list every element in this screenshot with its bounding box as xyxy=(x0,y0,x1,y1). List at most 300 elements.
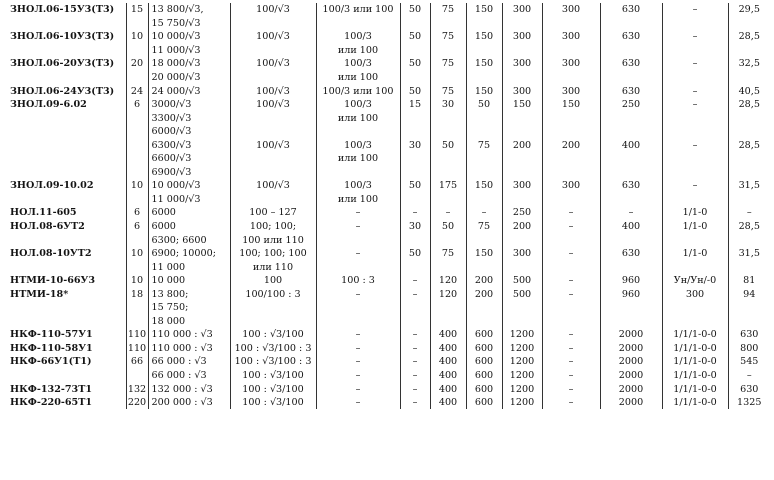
table-cell: 150 xyxy=(466,30,502,44)
table-cell xyxy=(8,152,126,166)
table-cell: 3300/√3 xyxy=(148,111,230,125)
table-cell: 300 xyxy=(502,179,542,193)
table-cell xyxy=(400,166,430,180)
table-cell: 6900; 10000; xyxy=(148,247,230,261)
table-cell xyxy=(316,125,400,139)
table-row xyxy=(8,3,770,17)
table-cell xyxy=(400,193,430,207)
table-cell: 13 800/√3, xyxy=(148,3,230,17)
table-cell xyxy=(466,125,502,139)
table-row xyxy=(8,233,770,247)
table-cell xyxy=(126,17,148,31)
table-cell xyxy=(316,17,400,31)
table-cell: 11 000/√3 xyxy=(148,44,230,58)
table-cell xyxy=(400,44,430,58)
table-cell: 1/1/1-0-0 xyxy=(662,355,728,369)
table-cell: 960 xyxy=(600,287,662,301)
table-cell xyxy=(230,301,316,315)
table-cell: 300 xyxy=(542,57,600,71)
table-cell: 20 000/√3 xyxy=(148,71,230,85)
table-cell: 300 xyxy=(542,3,600,17)
table-cell: 600 xyxy=(466,328,502,342)
table-cell xyxy=(466,166,502,180)
table-cell: 100 xyxy=(230,274,316,288)
table-cell: 28,5 xyxy=(728,220,770,234)
table-cell: 30 xyxy=(400,138,430,152)
table-cell xyxy=(8,315,126,329)
table-cell: 31,5 xyxy=(728,247,770,261)
table-cell xyxy=(430,125,466,139)
table-cell xyxy=(126,315,148,329)
table-cell xyxy=(728,301,770,315)
table-cell: 200 xyxy=(466,287,502,301)
table-cell: 1325 xyxy=(728,396,770,410)
table-cell xyxy=(126,44,148,58)
table-cell xyxy=(600,17,662,31)
table-cell xyxy=(316,315,400,329)
table-cell: 150 xyxy=(466,179,502,193)
table-cell xyxy=(430,152,466,166)
table-row xyxy=(8,287,770,301)
table-cell: – xyxy=(466,206,502,220)
table-cell: 1/1/1-0-0 xyxy=(662,342,728,356)
table-cell: 24 xyxy=(126,84,148,98)
table-cell: 29,5 xyxy=(728,3,770,17)
table-cell: 66 xyxy=(126,355,148,369)
table-row xyxy=(8,274,770,288)
table-cell xyxy=(600,152,662,166)
table-cell: 630 xyxy=(600,247,662,261)
table-row xyxy=(8,111,770,125)
table-cell: 1200 xyxy=(502,328,542,342)
table-cell: – xyxy=(662,57,728,71)
table-cell: 6 xyxy=(126,98,148,112)
table-cell: 100/√3 xyxy=(230,98,316,112)
table-cell: НОЛ.11-605 xyxy=(10,207,77,219)
table-cell: 600 xyxy=(466,369,502,383)
table-cell: 400 xyxy=(600,220,662,234)
table-cell: НТМИ-10-66У3 xyxy=(10,275,96,287)
table-cell xyxy=(502,111,542,125)
table-cell: 50 xyxy=(400,247,430,261)
table-cell xyxy=(662,193,728,207)
table-cell xyxy=(466,44,502,58)
table-cell xyxy=(728,260,770,274)
table-cell xyxy=(502,301,542,315)
table-cell xyxy=(8,44,126,58)
table-cell xyxy=(662,301,728,315)
table-cell: НТМИ-18* xyxy=(10,288,69,300)
table-cell: 75 xyxy=(430,30,466,44)
table-cell xyxy=(230,17,316,31)
table-cell: – xyxy=(600,206,662,220)
table-row xyxy=(8,125,770,139)
table-cell: – xyxy=(542,342,600,356)
table-cell: 100 : 3 xyxy=(316,274,400,288)
table-cell xyxy=(126,111,148,125)
table-cell: 100 : √3/100 xyxy=(230,369,316,383)
table-cell xyxy=(542,260,600,274)
table-cell: 100/3 или 100 xyxy=(316,3,400,17)
table-cell xyxy=(728,17,770,31)
table-cell: 200 xyxy=(542,138,600,152)
table-cell xyxy=(466,152,502,166)
table-cell: 2000 xyxy=(600,328,662,342)
table-cell: 6000/√3 xyxy=(148,125,230,139)
table-cell: 50 xyxy=(430,138,466,152)
table-cell xyxy=(316,301,400,315)
table-cell: НКФ-132-73Т1 xyxy=(10,383,93,395)
table-cell: 300 xyxy=(502,57,542,71)
table-cell: 15 750/√3 xyxy=(148,17,230,31)
table-cell: – xyxy=(542,382,600,396)
table-cell: 30 xyxy=(430,98,466,112)
table-cell: 75 xyxy=(466,138,502,152)
table-cell xyxy=(542,125,600,139)
table-cell: – xyxy=(316,342,400,356)
table-cell: 800 xyxy=(728,342,770,356)
table-cell: – xyxy=(542,355,600,369)
table-cell: – xyxy=(542,287,600,301)
table-cell: ЗНОЛ.09-10.02 xyxy=(10,180,94,192)
table-cell: 10 xyxy=(126,247,148,261)
table-cell xyxy=(600,111,662,125)
table-cell: 150 xyxy=(466,84,502,98)
table-cell xyxy=(400,301,430,315)
table-cell xyxy=(466,260,502,274)
table-cell: – xyxy=(316,396,400,410)
table-cell: 10 xyxy=(126,274,148,288)
table-cell: НОЛ.08-6УТ2 xyxy=(10,221,85,233)
table-row xyxy=(8,369,770,383)
table-cell: 2000 xyxy=(600,382,662,396)
table-cell: – xyxy=(400,287,430,301)
table-cell xyxy=(400,71,430,85)
table-row xyxy=(8,342,770,356)
table-cell xyxy=(126,369,148,383)
table-cell: 600 xyxy=(466,396,502,410)
table-cell: 6300/√3 xyxy=(148,138,230,152)
table-cell: 600 xyxy=(466,382,502,396)
table-cell xyxy=(728,315,770,329)
table-cell xyxy=(230,152,316,166)
table-row xyxy=(8,301,770,315)
table-cell xyxy=(728,125,770,139)
table-cell xyxy=(8,17,126,31)
table-cell: ЗНОЛ.06-10У3(Т3) xyxy=(10,31,115,43)
table-row xyxy=(8,206,770,220)
table-cell: 100 : √3/100 xyxy=(230,396,316,410)
table-cell: или 100 xyxy=(316,71,400,85)
table-cell: – xyxy=(662,84,728,98)
table-cell: 66 000 : √3 xyxy=(148,355,230,369)
table-cell xyxy=(430,315,466,329)
table-cell xyxy=(662,125,728,139)
table-cell: 200 000 : √3 xyxy=(148,396,230,410)
table-cell xyxy=(728,44,770,58)
table-cell: ЗНОЛ.06-15У3(Т3) xyxy=(10,4,115,16)
table-cell: – xyxy=(542,274,600,288)
table-cell xyxy=(542,152,600,166)
table-cell: – xyxy=(542,206,600,220)
table-cell xyxy=(126,152,148,166)
table-cell xyxy=(728,71,770,85)
table-cell xyxy=(8,138,126,152)
table-cell xyxy=(600,315,662,329)
table-cell: 400 xyxy=(430,342,466,356)
table-cell: 630 xyxy=(600,30,662,44)
table-cell: 132 000 : √3 xyxy=(148,382,230,396)
table-cell: 18 000/√3 xyxy=(148,57,230,71)
table-row xyxy=(8,382,770,396)
table-cell: 1200 xyxy=(502,382,542,396)
table-cell xyxy=(542,301,600,315)
table-cell: 100/√3 xyxy=(230,84,316,98)
table-cell: 28,5 xyxy=(728,30,770,44)
table-cell xyxy=(8,369,126,383)
table-cell xyxy=(728,193,770,207)
table-cell: 630 xyxy=(600,3,662,17)
table-cell: 30 xyxy=(400,220,430,234)
table-cell: 100/√3 xyxy=(230,57,316,71)
table-cell xyxy=(230,44,316,58)
table-cell: – xyxy=(542,328,600,342)
table-cell xyxy=(542,193,600,207)
table-cell xyxy=(400,233,430,247)
table-cell xyxy=(316,233,400,247)
table-cell xyxy=(8,166,126,180)
table-row xyxy=(8,152,770,166)
table-cell: – xyxy=(728,206,770,220)
table-cell: 11 000 xyxy=(148,260,230,274)
table-cell xyxy=(430,166,466,180)
table-cell: 300 xyxy=(502,84,542,98)
table-cell: 6600/√3 xyxy=(148,152,230,166)
table-cell: 100; 100; xyxy=(230,220,316,234)
table-cell xyxy=(400,125,430,139)
table-cell: НКФ-220-65Т1 xyxy=(10,397,93,409)
table-cell: 300 xyxy=(502,30,542,44)
table-cell xyxy=(126,233,148,247)
table-cell: – xyxy=(542,220,600,234)
table-cell: 220 xyxy=(127,397,147,409)
table-row xyxy=(8,220,770,234)
table-cell: 10 000/√3 xyxy=(148,179,230,193)
table-cell: 100/3 или 100 xyxy=(316,84,400,98)
table-cell xyxy=(230,111,316,125)
table-cell: или 110 xyxy=(230,260,316,274)
table-cell: 2000 xyxy=(600,355,662,369)
table-cell: 18 xyxy=(126,287,148,301)
table-cell: 100/3 xyxy=(316,57,400,71)
table-cell xyxy=(430,233,466,247)
table-cell: Ун/Ун/-0 xyxy=(662,274,728,288)
table-body xyxy=(8,3,770,409)
table-cell xyxy=(662,44,728,58)
table-cell: 300 xyxy=(662,287,728,301)
table-cell: 13 800; xyxy=(148,287,230,301)
table-cell xyxy=(466,17,502,31)
table-cell: – xyxy=(400,382,430,396)
table-cell xyxy=(430,301,466,315)
table-cell: 400 xyxy=(430,355,466,369)
table-cell xyxy=(600,125,662,139)
table-cell xyxy=(466,71,502,85)
table-cell xyxy=(542,71,600,85)
table-cell: 110 000 : √3 xyxy=(148,342,230,356)
table-cell: 400 xyxy=(430,328,466,342)
table-cell: или 100 xyxy=(316,152,400,166)
table-cell: 100/√3 xyxy=(230,138,316,152)
table-cell: 31,5 xyxy=(728,179,770,193)
table-cell xyxy=(466,193,502,207)
table-cell xyxy=(400,17,430,31)
table-cell xyxy=(126,71,148,85)
table-cell xyxy=(316,166,400,180)
table-cell: 250 xyxy=(502,206,542,220)
table-cell: 2000 xyxy=(600,396,662,410)
table-cell: 100/3 xyxy=(316,138,400,152)
table-cell xyxy=(662,152,728,166)
table-cell xyxy=(466,301,502,315)
table-cell xyxy=(400,315,430,329)
table-cell: – xyxy=(662,98,728,112)
table-cell: – xyxy=(316,369,400,383)
table-cell: – xyxy=(400,396,430,410)
table-cell xyxy=(662,233,728,247)
table-cell xyxy=(230,125,316,139)
table-cell: 15 xyxy=(400,98,430,112)
table-cell: – xyxy=(316,220,400,234)
table-cell: ЗНОЛ.06-20У3(Т3) xyxy=(10,58,115,70)
table-cell: 10 xyxy=(126,30,148,44)
table-cell xyxy=(430,71,466,85)
table-cell: – xyxy=(316,355,400,369)
table-cell: 175 xyxy=(430,179,466,193)
table-cell: 10 000 xyxy=(148,274,230,288)
table-cell: 300 xyxy=(542,179,600,193)
table-cell: 200 xyxy=(466,274,502,288)
table-cell: 10 xyxy=(126,179,148,193)
table-cell xyxy=(600,193,662,207)
table-cell: – xyxy=(400,274,430,288)
table-cell: 24 000/√3 xyxy=(148,84,230,98)
table-cell: 28,5 xyxy=(728,98,770,112)
table-cell xyxy=(8,71,126,85)
table-cell: или 100 xyxy=(316,44,400,58)
table-cell: – xyxy=(316,206,400,220)
table-cell: 200 xyxy=(502,138,542,152)
table-cell xyxy=(542,44,600,58)
table-cell: 300 xyxy=(542,84,600,98)
table-row xyxy=(8,98,770,112)
table-cell: – xyxy=(400,355,430,369)
table-cell: 600 xyxy=(466,342,502,356)
table-cell: 545 xyxy=(728,355,770,369)
table-cell: НКФ-110-57У1 xyxy=(10,329,93,341)
table-cell: 100/3 xyxy=(316,98,400,112)
table-cell xyxy=(502,71,542,85)
table-cell xyxy=(542,233,600,247)
table-cell xyxy=(542,315,600,329)
table-cell xyxy=(126,260,148,274)
table-cell xyxy=(662,111,728,125)
table-cell: 960 xyxy=(600,274,662,288)
table-cell: 1/1-0 xyxy=(662,247,728,261)
table-cell xyxy=(502,125,542,139)
table-cell: 2000 xyxy=(600,342,662,356)
table-cell xyxy=(400,260,430,274)
table-cell: 18 000 xyxy=(148,315,230,329)
table-cell: 110 xyxy=(127,329,147,341)
table-cell: – xyxy=(662,138,728,152)
table-cell: – xyxy=(400,342,430,356)
table-row xyxy=(8,84,770,98)
table-cell: 250 xyxy=(600,98,662,112)
table-cell: 1/1/1-0-0 xyxy=(662,369,728,383)
table-cell: 1/1/1-0-0 xyxy=(662,396,728,410)
table-cell: 100; 100; 100 xyxy=(230,247,316,261)
table-cell: 150 xyxy=(502,98,542,112)
table-cell: 120 xyxy=(430,274,466,288)
table-cell: 100/√3 xyxy=(230,3,316,17)
table-cell: НКФ-66У1(Т1) xyxy=(10,356,92,368)
table-cell: 40,5 xyxy=(728,84,770,98)
table-cell xyxy=(8,193,126,207)
table-cell: 500 xyxy=(502,274,542,288)
table-row xyxy=(8,396,770,410)
table-row xyxy=(8,30,770,44)
table-cell xyxy=(230,193,316,207)
table-cell: 6 xyxy=(126,206,148,220)
table-row xyxy=(8,71,770,85)
table-cell: 100/√3 xyxy=(230,179,316,193)
table-cell: 500 xyxy=(502,287,542,301)
table-cell: 50 xyxy=(400,179,430,193)
table-cell: – xyxy=(662,30,728,44)
table-cell: 100 : √3/100 xyxy=(230,328,316,342)
table-cell xyxy=(542,111,600,125)
table-cell xyxy=(662,166,728,180)
table-cell: 3000/√3 xyxy=(148,98,230,112)
table-cell xyxy=(600,71,662,85)
table-row xyxy=(8,328,770,342)
table-cell: 75 xyxy=(430,84,466,98)
table-cell: ЗНОЛ.06-24У3(Т3) xyxy=(10,85,115,97)
table-cell: или 100 xyxy=(316,193,400,207)
table-cell: 400 xyxy=(430,396,466,410)
table-cell: – xyxy=(662,3,728,17)
transformer-specs-table xyxy=(8,3,770,409)
table-cell: 50 xyxy=(400,57,430,71)
table-cell: 50 xyxy=(400,84,430,98)
table-cell xyxy=(542,17,600,31)
table-cell: 6 xyxy=(126,220,148,234)
table-cell: 32,5 xyxy=(728,57,770,71)
table-cell: 20 xyxy=(126,57,148,71)
table-cell: 630 xyxy=(600,179,662,193)
table-cell: – xyxy=(316,287,400,301)
table-cell xyxy=(502,44,542,58)
table-cell: 300 xyxy=(542,30,600,44)
table-cell xyxy=(466,233,502,247)
table-row xyxy=(8,166,770,180)
table-cell: 1200 xyxy=(502,355,542,369)
table-cell xyxy=(728,233,770,247)
table-row xyxy=(8,315,770,329)
table-cell: 300 xyxy=(502,247,542,261)
table-cell xyxy=(230,166,316,180)
